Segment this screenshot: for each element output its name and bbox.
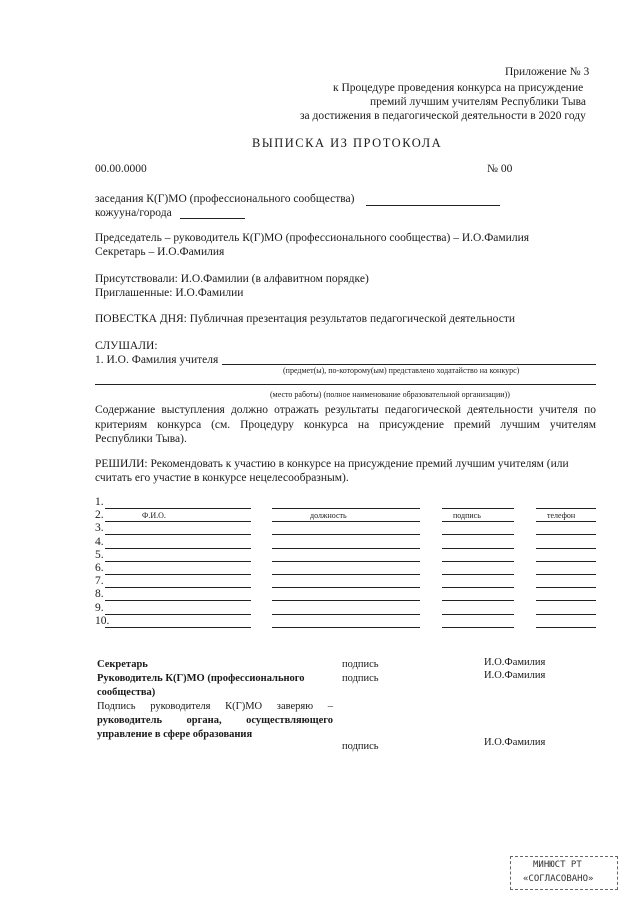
heard-caption-subject: (предмет(ы), по-которому(ым) представлено ходатайство на конкурс) xyxy=(283,366,520,375)
table-row-number: 2. xyxy=(95,509,104,522)
sign-head-label-2: сообщества) xyxy=(97,687,156,698)
header-fio: Ф.И.О. xyxy=(142,511,166,520)
table-row-number: 10. xyxy=(95,614,110,627)
table-row-line xyxy=(272,614,420,615)
table-row-line xyxy=(105,561,251,562)
appendix-number: Приложение № 3 xyxy=(505,66,590,78)
sign-authority-signature: подпись xyxy=(342,741,379,752)
sign-secretary-label: Секретарь xyxy=(97,659,148,670)
table-row-line xyxy=(105,534,251,535)
header-position: должность xyxy=(310,511,347,520)
table-row-number: 3. xyxy=(95,522,104,535)
certify-line-1: Подпись руководителя К(Г)МО заверяю – xyxy=(97,701,333,712)
stamp-line-2: «СОГЛАСОВАНО» xyxy=(523,874,594,884)
document-title: ВЫПИСКА ИЗ ПРОТОКОЛА xyxy=(252,136,443,150)
approval-stamp xyxy=(510,856,618,890)
table-row-line xyxy=(536,587,596,588)
decided-line-2: считать его участие в конкурсе нецелесообразным). xyxy=(95,472,349,484)
district-blank xyxy=(180,218,245,219)
table-row-line xyxy=(442,627,514,628)
table-row-number: 5. xyxy=(95,548,104,561)
agenda-line: ПОВЕСТКА ДНЯ: Публичная презентация результатов педагогической деятельности xyxy=(95,313,515,325)
table-row-number: 7. xyxy=(95,575,104,588)
content-line-2: критериям конкурса (см. Процедуру конкурса на присуждение премий лучшим учителям xyxy=(95,419,596,431)
header-phone: телефон xyxy=(547,511,576,520)
certify-line-2: руководитель органа, осуществляющего xyxy=(97,715,333,726)
table-row-line xyxy=(442,548,514,549)
table-row-number: 9. xyxy=(95,601,104,614)
header-signature: подпись xyxy=(453,511,481,520)
sign-authority-name: И.О.Фамилия xyxy=(484,737,546,748)
district-line: кожууна/города xyxy=(95,207,172,219)
heard-item: 1. И.О. Фамилия учителя xyxy=(95,354,219,366)
table-row-line xyxy=(442,521,514,522)
heard-title: СЛУШАЛИ: xyxy=(95,340,158,352)
table-row-line xyxy=(272,548,420,549)
header-line-4: за достижения в педагогической деятельности в 2020 году xyxy=(300,110,586,122)
table-row-line xyxy=(272,627,420,628)
protocol-date: 00.00.0000 xyxy=(95,163,147,175)
workplace-blank xyxy=(95,384,596,385)
header-line-3: премий лучшим учителям Республики Тыва xyxy=(370,96,587,108)
protocol-number: № 00 xyxy=(487,163,513,175)
decided-line-1: РЕШИЛИ: Рекомендовать к участию в конкурсе на присуждение премий лучшим учителям (или xyxy=(95,458,569,470)
table-row-line xyxy=(442,587,514,588)
meeting-line: заседания К(Г)МО (профессионального сообщества) xyxy=(95,193,355,205)
table-row-line xyxy=(272,574,420,575)
table-row-line xyxy=(272,561,420,562)
heard-item-blank xyxy=(222,364,596,365)
content-line-1: Содержание выступления должно отражать результаты педагогической деятельности учителя по xyxy=(95,404,596,416)
table-row-number: 6. xyxy=(95,562,104,574)
meeting-blank xyxy=(366,205,500,206)
present-line: Присутствовали: И.О.Фамилии (в алфавитном порядке) xyxy=(95,273,369,285)
sign-head-signature: подпись xyxy=(342,673,379,684)
table-row-line xyxy=(272,587,420,588)
table-row-line xyxy=(536,574,596,575)
table-row-line xyxy=(442,534,514,535)
sign-secretary-signature: подпись xyxy=(342,659,379,670)
table-row-line xyxy=(105,600,251,601)
secretary-line: Секретарь – И.О.Фамилия xyxy=(95,246,225,258)
sign-head-label-1: Руководитель К(Г)МО (профессионального xyxy=(97,673,305,684)
table-row-line xyxy=(272,521,420,522)
stamp-line-1: МИНЮСТ РТ xyxy=(533,860,582,870)
heard-caption-workplace: (место работы) (полное наименование образовательной организации)) xyxy=(270,390,510,399)
table-row-line xyxy=(536,548,596,549)
table-row-line xyxy=(442,600,514,601)
header-line-2: к Процедуре проведения конкурса на присуждение xyxy=(333,82,584,94)
content-line-3: Республики Тыва). xyxy=(95,433,187,445)
table-row-line xyxy=(272,534,420,535)
sign-secretary-name: И.О.Фамилия xyxy=(484,657,546,668)
table-row-line xyxy=(442,574,514,575)
table-row-line xyxy=(272,600,420,601)
table-row-line xyxy=(536,521,596,522)
table-row-line xyxy=(442,561,514,562)
table-row-line xyxy=(536,614,596,615)
chair-line: Председатель – руководитель К(Г)МО (профессионального сообщества) – И.О.Фамилия xyxy=(95,232,530,244)
table-row-line xyxy=(105,614,251,615)
invited-line: Приглашенные: И.О.Фамилии xyxy=(95,287,244,299)
table-row-number: 4. xyxy=(95,535,104,548)
table-row-line xyxy=(105,627,251,628)
table-row-number: 8. xyxy=(95,588,104,601)
sign-head-name: И.О.Фамилия xyxy=(484,670,546,681)
table-row-line xyxy=(536,561,596,562)
certify-line-3: управление в сфере образования xyxy=(97,729,253,740)
table-row-line xyxy=(105,521,251,522)
table-row-line xyxy=(105,587,251,588)
table-row-line xyxy=(536,534,596,535)
table-row-line xyxy=(536,600,596,601)
table-row-line xyxy=(536,627,596,628)
table-row-line xyxy=(105,548,251,549)
table-row-line xyxy=(105,574,251,575)
table-row-line xyxy=(442,614,514,615)
table-row-number: 1. xyxy=(95,496,104,508)
